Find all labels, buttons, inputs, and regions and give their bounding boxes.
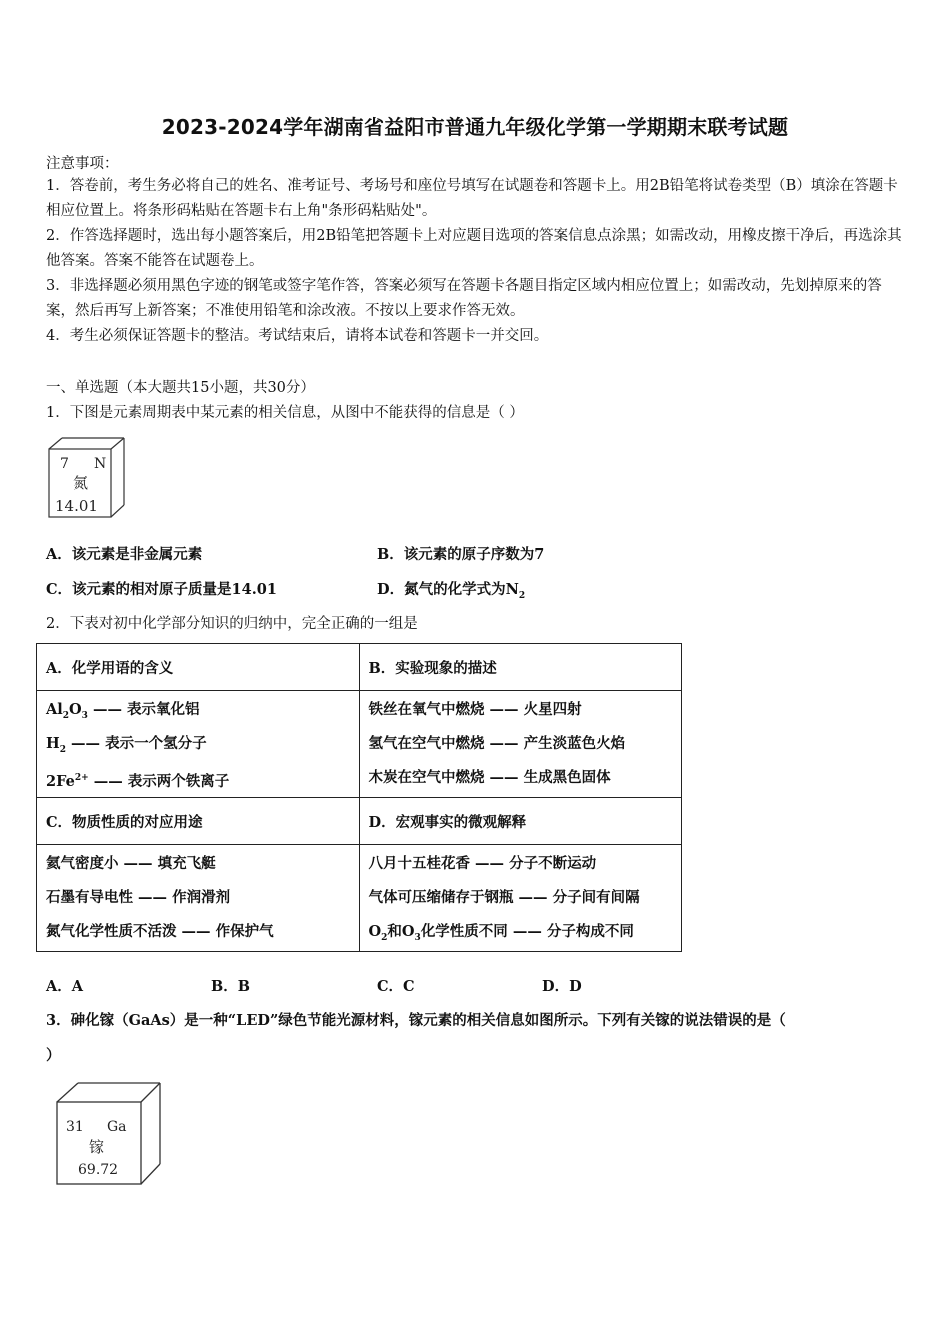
notice-item-1: 1．答卷前，考生务必将自己的姓名、准考证号、考场号和座位号填写在试题卷和答题卡上。用2B铅笔将试卷类型（B）填涂在答题卡相应位置上。将条形码粘贴在答题卡右上角"条形码粘贴处"。 (46, 178, 898, 219)
notice-item-3: 3．非选择题必须用黑色字迹的钢笔或签字笔作答，答案必须写在答题卡各题目指定区域内相应位置上；如需改动，先划掉原来的答案，然后再写上新答案；不准使用铅笔和涂改液。不按以上要求作答无效。 (46, 278, 882, 319)
notice-item-4: 4．考生必须保证答题卡的整洁。考试结束后，请将本试卷和答题卡一并交回。 (46, 328, 549, 344)
q2-option-a[interactable]: A．A (46, 978, 84, 995)
q1-option-c[interactable]: C．该元素的相对原子质量是14.01 (46, 581, 277, 598)
q3-stem-line2: ） (46, 1047, 61, 1064)
q1-option-d[interactable]: D．氮气的化学式为$N_2$ (377, 581, 526, 601)
q2-cell-c-body: 氦气密度小 —— 填充飞艇 石墨有导电性 —— 作润滑剂 氮气化学性质不活泼 —— 作保护气 (37, 845, 360, 952)
q3-atomic-mass: 69.72 (78, 1162, 119, 1178)
q1-element-name: 氮 (73, 474, 89, 492)
q1-atomic-number: 7 (60, 456, 69, 472)
q2-option-d[interactable]: D．D (542, 978, 582, 995)
q3-element-name: 镓 (89, 1138, 105, 1156)
q1-option-a[interactable]: A．该元素是非金属元素 (46, 546, 203, 563)
q2-option-c[interactable]: C．C (377, 978, 415, 995)
q2-cell-d-head: D．宏观事实的微观解释 (359, 798, 682, 845)
q1-element-tile (46, 435, 130, 521)
q2-table (36, 643, 682, 952)
q1-atomic-mass: 14.01 (55, 497, 98, 515)
notice-item-2: 2．作答选择题时，选出每小题答案后，用2B铅笔把答题卡上对应题目选项的答案信息点涂黑；如需改动，用橡皮擦干净后，再选涂其他答案。答案不能答在试题卷上。 (46, 228, 902, 269)
q2-option-b[interactable]: B．B (211, 978, 251, 995)
q2-cell-b-head: B．实验现象的描述 (359, 644, 682, 691)
page-title: 2023-2024学年湖南省益阳市普通九年级化学第一学期期末联考试题 (161, 115, 789, 139)
q1-stem: 1．下图是元素周期表中某元素的相关信息，从图中不能获得的信息是（ ） (46, 405, 524, 421)
q2-cell-a-body: $Al_2O_3$ —— 表示氧化铝 $H_2$ —— 表示一个氢分子 $2Fe^{2+}$ —— 表示两个铁离子 (37, 691, 360, 798)
q1-symbol: N (94, 456, 107, 472)
q3-stem-line1: 3．砷化镓（GaAs）是一种“LED”绿色节能光源材料，镓元素的相关信息如图所示。下列有关镓的说法错误的是（ (46, 1012, 786, 1029)
section-heading: 一、单选题（本大题共15小题，共30分） (46, 380, 315, 396)
q2-cell-a-head: A．化学用语的含义 (37, 644, 360, 691)
q3-element-tile (52, 1080, 164, 1188)
q2-cell-c-head: C．物质性质的对应用途 (37, 798, 360, 845)
q1-option-b[interactable]: B．该元素的原子序数为7 (377, 546, 545, 563)
q2-cell-d-body: 八月十五桂花香 —— 分子不断运动 气体可压缩储存于钢瓶 —— 分子间有间隔 $O_2$和$O_3$化学性质不同 —— 分子构成不同 (359, 845, 682, 952)
q2-stem: 2．下表对初中化学部分知识的归纳中，完全正确的一组是 (46, 616, 418, 632)
q3-symbol: Ga (107, 1119, 127, 1135)
q3-atomic-number: 31 (66, 1119, 84, 1135)
notice-heading: 注意事项： (46, 156, 119, 172)
q2-cell-b-body: 铁丝在氧气中燃烧 —— 火星四射 氢气在空气中燃烧 —— 产生淡蓝色火焰 木炭在空气中燃烧 —— 生成黑色固体 (359, 691, 682, 798)
